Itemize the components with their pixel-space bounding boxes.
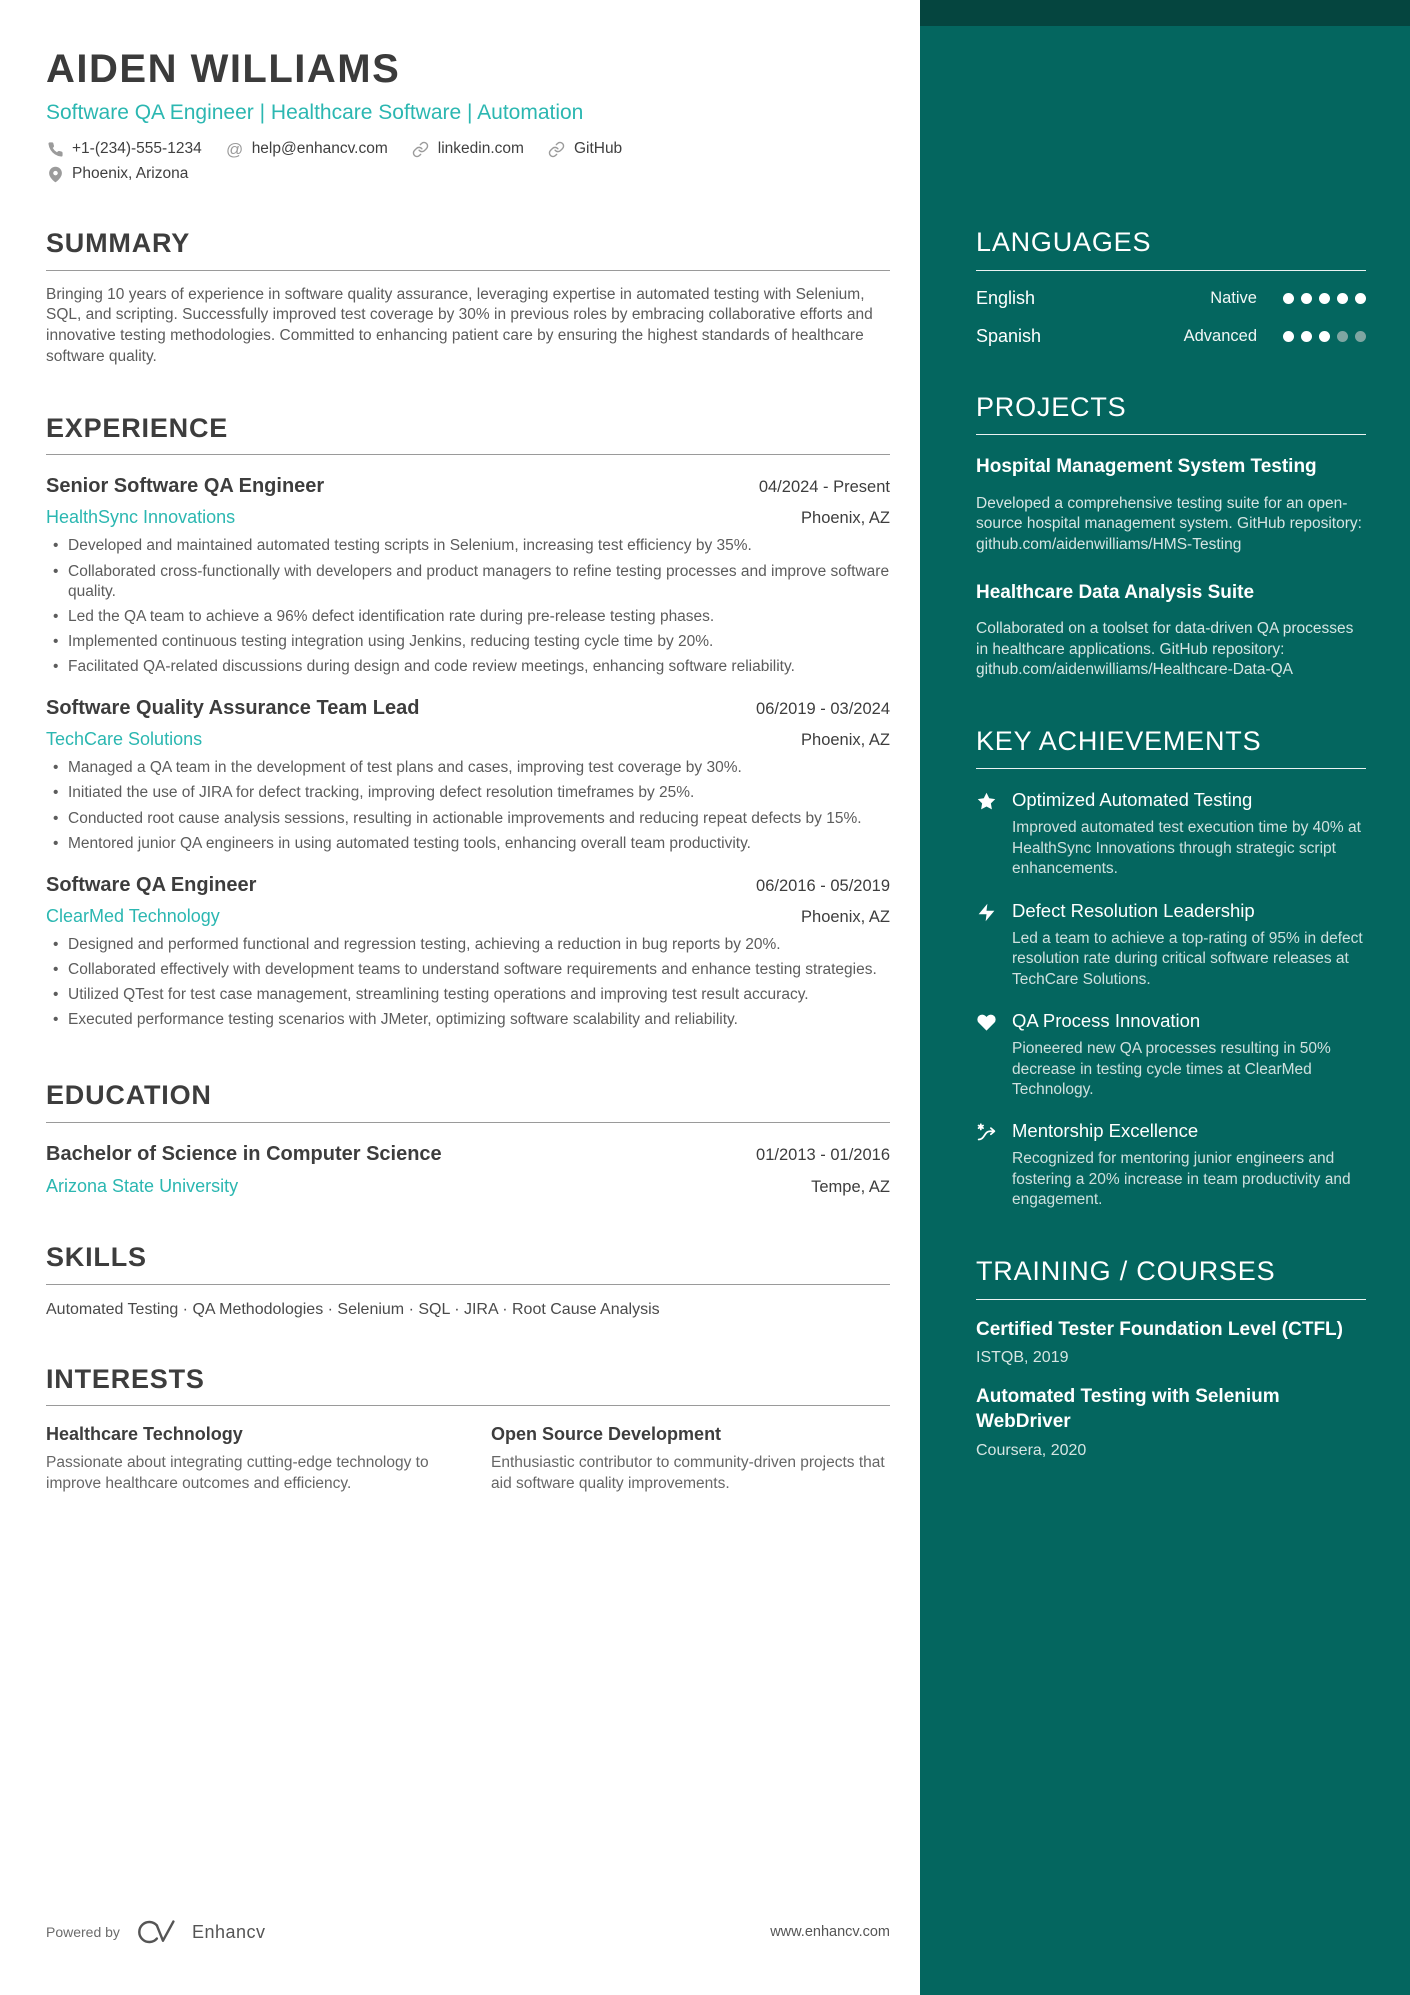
job-bullets [46,935,890,1031]
headline: Software QA Engineer | Healthcare Software | Automation [46,101,584,124]
job-bullets [46,758,890,854]
job-bullet: • Conducted root cause analysis sessions, resulting in actionable improvements and reducing repeat defects by 15%. [46,809,890,829]
job-dates: 06/2016 - 05/2019 [756,876,890,895]
enhancv-logo-icon [136,1917,176,1947]
project-description: Developed a comprehensive testing suite for an open-source hospital management system. GitHub repository: github.com/aidenwilliams/HMS-Testing [976,494,1362,553]
language-name: Spanish [976,325,1042,346]
job-bullet: • Implemented continuous testing integration using Jenkins, reducing testing cycle time by 20%. [46,632,890,652]
github-link[interactable]: GitHub [573,140,623,157]
lightning-icon [976,900,1012,990]
course-item [976,1385,1366,1459]
achievements-heading: KEY ACHIEVEMENTS [976,725,1262,756]
achievement-item [976,1010,1366,1100]
interest-title: Healthcare Technology [46,1424,243,1445]
job-location: Phoenix, AZ [801,509,890,528]
sidebar-divider [976,768,1366,769]
location-item [46,165,188,183]
language-proficiency-dots [1283,293,1366,304]
project-item [976,581,1366,681]
achievement-title: Optimized Automated Testing [1012,789,1253,811]
section-divider [46,454,890,455]
language-row [976,288,1366,309]
achievements-section [976,727,1366,1211]
interests-section [46,1365,890,1495]
training-section [976,1257,1366,1460]
interest-item [46,1424,445,1494]
languages-heading: LANGUAGES [976,227,1152,257]
mentorship-arrow-icon [976,1120,1012,1210]
link-icon [548,140,566,158]
summary-heading: SUMMARY [46,228,191,258]
job-bullet: • Collaborated cross-functionally with developers and product managers to refine testing processes and improve software quality. [46,562,890,602]
job-bullet: • Led the QA team to achieve a 96% defect identification rate during pre-release testing phases. [46,607,890,627]
job-bullet: • Initiated the use of JIRA for defect tracking, improving defect resolution timeframes by 25%. [46,783,890,803]
sidebar-divider [976,270,1366,271]
github-contact[interactable] [548,140,622,158]
at-icon: @ [226,139,244,159]
summary-text: Bringing 10 years of experience in software quality assurance, leveraging expertise in automated testing with Selenium, SQL, and scripting. Successfully improved test coverage by 30% in previous roles by embracing collaborative efforts and innovative testing methodologies. Committed to enhancing patient care by ensuring the highest standards of healthcare software quality. [46,285,873,365]
achievement-title: Mentorship Excellence [1012,1120,1199,1142]
star-icon [976,789,1012,879]
course-subtitle: Coursera, 2020 [976,1441,1087,1459]
experience-heading: EXPERIENCE [46,412,229,443]
education-location: Tempe, AZ [811,1178,890,1197]
projects-section [976,393,1366,681]
project-title: Healthcare Data Analysis Suite [976,582,1255,604]
linkedin-contact[interactable] [412,140,524,158]
education-dates: 01/2013 - 01/2016 [756,1146,890,1165]
language-row [976,326,1366,347]
job-bullet: • Utilized QTest for test case management, streamlining testing operations and improving test result accuracy. [46,985,890,1005]
project-title: Hospital Management System Testing [976,456,1317,478]
phone-number: +1-(234)-555-1234 [72,140,202,157]
job-dates: 06/2019 - 03/2024 [756,700,890,719]
skills-section [46,1243,890,1319]
experience-section [46,414,890,1036]
achievement-item [976,900,1366,990]
interest-text: Passionate about integrating cutting-edge technology to improve healthcare outcomes and efficiency. [46,1454,429,1493]
job-company[interactable]: HealthSync Innovations [46,507,236,528]
job-title: Senior Software QA Engineer [46,475,325,498]
course-title: Automated Testing with Selenium WebDriver [976,1386,1280,1432]
interest-item [491,1424,890,1494]
summary-section [46,229,890,368]
language-proficiency-dots [1283,331,1366,342]
achievement-item [976,789,1366,879]
phone-contact [46,140,202,158]
language-level: Native [1210,288,1257,307]
section-divider [46,270,890,271]
job-bullet: • Mentored junior QA engineers in using automated testing tools, enhancing overall team productivity. [46,834,890,854]
email-contact[interactable] [226,140,388,158]
achievement-title: Defect Resolution Leadership [1012,899,1255,921]
job-entry [46,697,890,854]
link-icon [412,140,430,158]
projects-heading: PROJECTS [976,391,1127,422]
achievement-text: Improved automated test execution time by 40% at HealthSync Innovations through strategic script enhancements. [1012,819,1361,878]
linkedin-link[interactable]: linkedin.com [437,140,524,157]
education-heading: EDUCATION [46,1080,212,1111]
job-entry [46,475,890,677]
education-section [46,1081,890,1197]
phone-icon [46,140,64,158]
language-name: English [976,287,1036,308]
person-name: AIDEN WILLIAMS [46,47,401,91]
interest-text: Enthusiastic contributor to community-driven projects that aid software quality improvements. [491,1454,885,1493]
sidebar-divider [976,434,1366,435]
job-bullet: • Managed a QA team in the development of test plans and cases, improving test coverage by 30%. [46,758,890,778]
footer-website-link[interactable]: www.enhancv.com [770,1924,890,1940]
project-description: Collaborated on a toolset for data-driven QA processes in healthcare applications. GitHub repository: github.com/aidenwilliams/Healthcare-Data-QA [976,620,1354,679]
sidebar-top-band [920,0,1410,26]
email-address[interactable]: help@enhancv.com [251,140,388,157]
course-title: Certified Tester Foundation Level (CTFL) [976,1318,1343,1340]
section-divider [46,1122,890,1123]
achievement-text: Led a team to achieve a top-rating of 95% in defect resolution rate during critical software releases at TechCare Solutions. [1012,929,1363,988]
job-location: Phoenix, AZ [801,907,890,926]
job-location: Phoenix, AZ [801,731,890,750]
interests-heading: INTERESTS [46,1363,205,1394]
job-bullet: • Collaborated effectively with development teams to understand software requirements and enhance testing strategies. [46,960,890,980]
education-degree: Bachelor of Science in Computer Science [46,1143,442,1166]
pin-icon [46,165,64,183]
project-item [976,455,1366,555]
footer [46,1917,890,1947]
section-divider [46,1405,890,1406]
languages-section [976,228,1366,347]
job-dates: 04/2024 - Present [758,478,890,497]
job-company[interactable]: TechCare Solutions [46,729,203,750]
interest-title: Open Source Development [491,1424,722,1445]
location-text: Phoenix, Arizona [72,165,189,182]
achievement-text: Pioneered new QA processes resulting in 50% decrease in testing cycle times at ClearMed Technology. [1012,1040,1331,1099]
resume-header [46,46,890,183]
achievement-item [976,1120,1366,1210]
contact-row [46,140,890,158]
achievement-text: Recognized for mentoring junior engineers and fostering a 20% increase in team productivity and engagement. [1012,1150,1351,1209]
training-heading: TRAINING / COURSES [976,1255,1276,1286]
sidebar [920,0,1410,1995]
education-school[interactable]: Arizona State University [46,1176,239,1197]
job-company[interactable]: ClearMed Technology [46,905,220,926]
section-divider [46,1284,890,1285]
skills-heading: SKILLS [46,1242,147,1273]
job-title: Software Quality Assurance Team Lead [46,697,420,720]
job-bullet: • Facilitated QA-related discussions during design and code review meetings, enhancing software reliability. [46,657,890,677]
skills-list: Automated Testing · QA Methodologies · Selenium · SQL · JIRA · Root Cause Analysis [46,1300,660,1318]
language-level: Advanced [1183,326,1257,345]
achievement-title: QA Process Innovation [1012,1010,1201,1032]
job-entry [46,874,890,1031]
job-bullet: • Developed and maintained automated testing scripts in Selenium, increasing test efficiency by 35%. [46,536,890,556]
course-subtitle: ISTQB, 2019 [976,1349,1069,1367]
location-row [46,165,890,183]
course-item [976,1318,1366,1368]
powered-by-label: Powered by [46,1924,120,1940]
job-bullet: • Designed and performed functional and regression testing, achieving a reduction in bug reports by 20%. [46,935,890,955]
sidebar-divider [976,1299,1366,1300]
job-bullets [46,536,890,677]
brand-name[interactable]: Enhancv [191,1921,266,1942]
job-bullet: • Executed performance testing scenarios with JMeter, optimizing software scalability and reliability. [46,1010,890,1030]
job-title: Software QA Engineer [46,873,257,896]
heart-icon [976,1010,1012,1100]
